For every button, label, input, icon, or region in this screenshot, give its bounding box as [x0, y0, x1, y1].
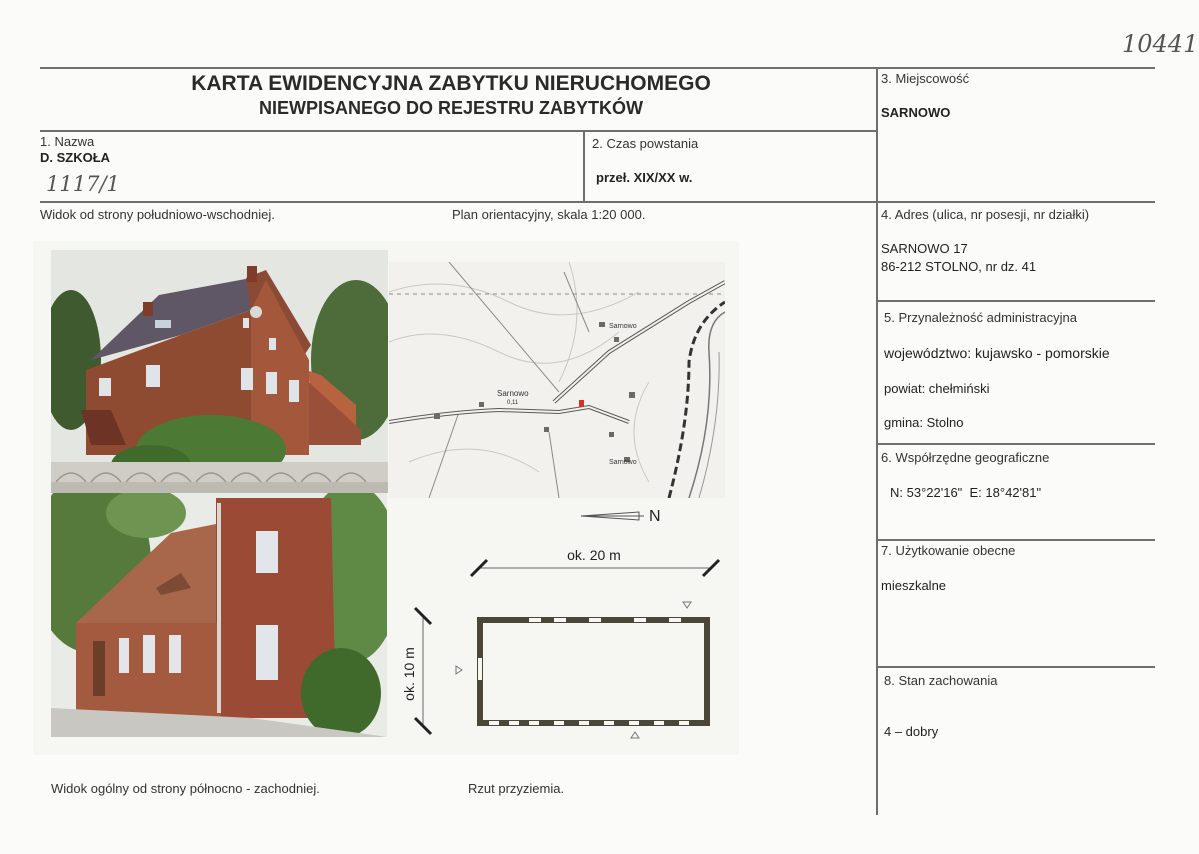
frame-top-line: [40, 67, 1155, 69]
field-7-value: mieszkalne: [881, 578, 947, 593]
floor-plan-drawing: [389, 498, 734, 748]
north-letter: N: [649, 508, 661, 525]
field-7-label: 7. Użytkowanie obecne: [881, 543, 1016, 558]
orientation-map: [389, 262, 725, 498]
frame-header-bottom-line: [40, 130, 876, 132]
field-8-label: 8. Stan zachowania: [884, 673, 998, 688]
photo-north-west-view: [51, 493, 387, 737]
field-3-label: 3. Miejscowość: [881, 71, 970, 86]
caption-photo-top: Widok od strony południowo-wschodniej.: [40, 207, 275, 222]
frame-line-7-8: [877, 666, 1155, 668]
field-2-label: 2. Czas powstania: [592, 136, 699, 151]
archive-number: 10441: [1122, 30, 1199, 58]
map-label-top: Sarnowo: [609, 323, 637, 330]
frame-line-5-6: [877, 443, 1155, 445]
frame-line-4-5: [877, 300, 1155, 302]
field-4-label: 4. Adres (ulica, nr posesji, nr działki): [881, 207, 1090, 222]
field-4-address-line1: SARNOWO 17: [881, 241, 968, 256]
field-5-voivodeship: województwo: kujawsko - pomorskie: [884, 345, 1110, 361]
map-label-bottom: Sarnowo: [609, 459, 637, 466]
photo-south-east-view: [51, 250, 388, 493]
caption-photo-bottom: Widok ogólny od strony północno - zachodniej.: [51, 781, 320, 796]
field-2-value: przeł. XIX/XX w.: [596, 170, 693, 185]
field-1-value: D. SZKOŁA: [40, 150, 111, 165]
north-arrow-icon: [581, 508, 661, 525]
field-5-county: powiat: chełmiński: [884, 381, 990, 396]
frame-row2-bottom-line: [40, 201, 1155, 203]
caption-map: Plan orientacyjny, skala 1:20 000.: [452, 207, 646, 222]
field-5-label: 5. Przynależność administracyjna: [884, 310, 1077, 325]
frame-line-6-7: [877, 539, 1155, 541]
map-label-main: Sarnowo: [497, 389, 529, 398]
field-1-label: 1. Nazwa: [40, 134, 95, 149]
width-dimension-label: ok. 10 m: [401, 647, 417, 701]
field-4-address-line2: 86-212 STOLNO, nr dz. 41: [881, 259, 1037, 274]
field-6-coordinates: N: 53°22'16" E: 18°42'81": [890, 485, 1042, 500]
caption-floor-plan: Rzut przyziemia.: [468, 781, 565, 796]
card-subtitle: NIEWPISANEGO DO REJESTRU ZABYTKÓW: [258, 98, 644, 118]
frame-right-column-divider: [876, 67, 878, 815]
frame-divider-1-2: [583, 131, 585, 201]
card-title: KARTA EWIDENCYJNA ZABYTKU NIERUCHOMEGO: [191, 72, 711, 95]
field-6-label: 6. Współrzędne geograficzne: [881, 450, 1050, 465]
length-dimension-label: ok. 20 m: [567, 547, 621, 563]
field-1-handwritten-number: 1117/1: [46, 172, 120, 196]
map-label-main-sub: 0,11: [507, 400, 519, 406]
field-3-value: SARNOWO: [881, 105, 951, 120]
field-5-commune: gmina: Stolno: [884, 415, 964, 430]
field-8-value: 4 – dobry: [884, 724, 939, 739]
